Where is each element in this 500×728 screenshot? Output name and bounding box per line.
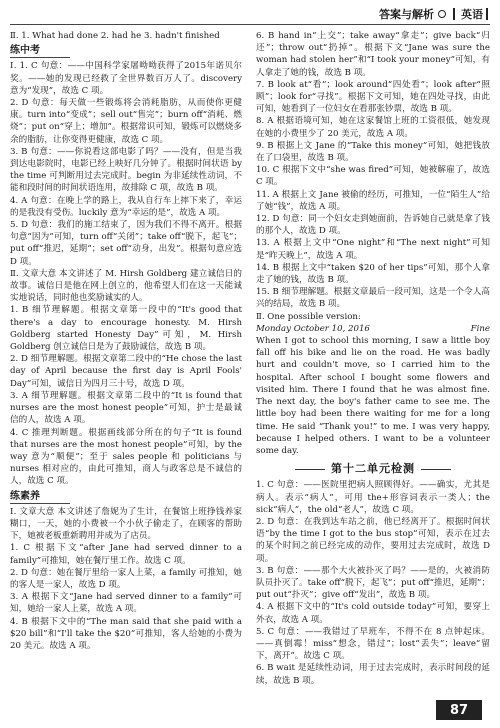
answer-paragraph: 6. B hand in“上交”；take away“拿走”；give back“归还”；throw out“扔掉”。根据下文“Jane was sure the woman had stolen her”和“I took your money”可知，有人拿走了她的钱，故选 B 项。 — [256, 31, 490, 78]
answer-paragraph: When I got to school this morning, I saw a little boy fall off his bike and lie on the road. He was badly hurt and couldn't move, so I carried him to the hospital. After school I bought some flowers and visited him. There I found that he was almost fine. The next day, the boy's father came to see me. The little boy had been there waiting for me for a long time. He said “Thank you!” to me. I was very happy, because I helped others. I want to be a volunteer some day. — [256, 336, 490, 456]
answer-paragraph: 1. C 句意：——医院里把病人照顾得好。——确实，尤其是病人。表示“病人”，可用 the+形容词表示一类人；the sick“病人”，the old“老人”，故选 C 项。 — [256, 480, 490, 515]
answer-paragraph: 2. D 句意：她在餐厅里给一家人上菜，a family 可推知，她的客人是一家人，故选 D 项。 — [10, 567, 242, 590]
answer-paragraph: 14. B 根据上文中“taken $20 of her tips”可知，那个人拿走了她的钱，故选 B 项。 — [256, 262, 490, 286]
answer-paragraph: 11. A 根据上文 Jane 被偷的经历，可推知，一位“陌生人”给了她“钱”，故选 A 项。 — [256, 189, 490, 212]
answer-paragraph: 2. D 细节理解题。根据文章第二段中的“He chose the last day of April because the first day is April Fools' Day”可知，诚信日为四月三十号，故选 D 项。 — [10, 354, 242, 389]
header-right-label: 英语 — [461, 8, 483, 21]
divider-icon — [453, 8, 455, 20]
answer-paragraph: 2. D 句意：在我到达车站之前，他已经离开了。根据时间状语“by the time I got to the bus stop”可知，表示在过去的某个时间之前已经完成的动作，要用过去完成时，故选 D 项。 — [256, 516, 490, 564]
answer-paragraph: Ⅱ. 1. What had done 2. had he 3. hadn't finished — [10, 31, 220, 41]
answer-paragraph: 5. D 句意：我们的施工结束了，因为我们不得不离开。根据句意“因为”可知，turn off“关闭”；take off“脱下，起飞”；put off“推迟，延期”；set off“动身，出发”。根据句意应选 D 项。 — [10, 220, 242, 267]
diary-header — [256, 323, 490, 335]
answer-paragraph: 15. B 细节理解题。根据文章最后一段可知，这是一个令人高兴的结局，故选 B 项。 — [256, 287, 490, 310]
divider-icon — [486, 8, 488, 20]
answer-paragraph: 8. A 根据语境可知，她在这家餐馆上班的工资很低，她发现在她的小费里少了 20 美元，故选 A 项。 — [256, 116, 490, 139]
answer-paragraph: Ⅱ. One possible version: — [256, 311, 361, 322]
answer-paragraph: Ⅱ. 文章大意 本文讲述了 M. Hirsh Goldberg 建立诚信日的故事。诚信日是他在网上创立的，他希望人们在这一天能诚实地说话，同时他也奖励诚实的人。 — [10, 268, 242, 304]
answer-paragraph: 3. A 根据下文“Jane had served dinner to a family”可知，她给一家人上菜，故选 A 项。 — [10, 592, 242, 615]
circle-icon — [438, 10, 446, 18]
answer-paragraph: 9. B 根据上文 Jane 的“Take this money”可知，她把钱放在了口袋里，故选 B 项。 — [256, 140, 490, 164]
section-heading: 练素养 — [10, 491, 70, 504]
page-number: 87 — [436, 700, 482, 720]
answer-paragraph: 3. B 句意：——你说看这部电影了吗？——没有，但是当我到达电影院时，电影已经上映好几分钟了。根据时间状语 by the time 可判断用过去完成时。begin 为非延续性动词，不能和段时间的时间状语连用，故排除 C 项，故选 B 项。 — [10, 146, 242, 194]
diary-weather: Fine — [470, 323, 490, 334]
page-header — [379, 4, 488, 24]
answer-paragraph: 12. D 句意：同一个妇女走到她面前，告诉她自己就是拿了钱的那个人，故选 D 项。 — [256, 214, 490, 237]
answer-paragraph: 4. B 根据下文中的“The man said that she paid with a $20 bill”和“I'll take the $20”可推知，客人给她的小费为 20 美元。故选 A 项。 — [10, 616, 242, 651]
answer-paragraph: 13. A 根据上文中“One night”和“The next night”可知是“昨天晚上”，故选 A 项。 — [256, 238, 490, 261]
diary-date: Monday October 10, 2016 — [256, 323, 370, 334]
answer-paragraph: 2. D 句意：每天做一些锻炼将会消耗脂肪，从而使你更健康。turn into“变成”；sell out“售完”；burn off“消耗、燃烧”；put on“穿上；增加”。根据常识可知，锻炼可以燃烧多余的脂肪，让你变得更健康，故选 C 项。 — [10, 98, 242, 145]
answer-paragraph: 4. C 推理判断题。根据画线部分所在的句子“It is found that nurses are the most honest people”可知，by the way 意为“顺便”；至于 sales people 和 politicians 与 nurses 相对应的，由此可推知，商人与政客总是不诚信的人，故选 C 项。 — [10, 427, 242, 487]
answer-paragraph: 1. B 细节理解题。根据文章第一段中的“It's good that there's a day to encourage honesty. M. Hirsh Goldberg started Honesty Day”可知，M. Hirsh Goldberg 创立诚信日是为了鼓励诚信，故选 B 项。 — [10, 305, 242, 353]
answer-paragraph: 3. B 句意：——那个大火被扑灭了吗？——是的，火被消防队员扑灭了。take off“脱下，起飞”；put off“推迟，延期”；put out“扑灭”；give off“发出”，故选 B 项。 — [256, 565, 490, 601]
header-left-label: 答案与解析 — [379, 8, 434, 21]
answer-paragraph: Ⅰ. 文章大意 本文讲述了詹妮为了生计，在餐馆上班挣钱养家糊口，一天，她的小费被一个小伙子偷走了，在顾客的帮助下，她被老板重新聘用并成为了店员。 — [10, 506, 242, 542]
header-rule — [10, 24, 490, 25]
answer-paragraph: 10. C 根据下文中“she was fired”可知，她被解雇了，故选 C 项。 — [256, 165, 490, 188]
answer-paragraph: 4. A 句意：在晚上学的路上，我从自行车上摔下来了，幸运的是我没有受伤。luckily 意为“幸运的是”，故选 A 项。 — [10, 195, 242, 218]
answer-paragraph: 1. C 根据下文“after Jane had served dinner to a family”可推知，她在餐厅里工作。故选 C 项。 — [10, 543, 242, 566]
answer-paragraph: Ⅰ. 1. C 句意：——中国科学家屠呦呦获得了2015年诺贝尔奖。——她的发现已经救了全世界数百万人了。discovery 意为“发现”，故选 C 项。 — [10, 61, 242, 96]
answer-paragraph: 4. A 根据下文中的“It's cold outside today”可知，要穿上外衣，故选 A 项。 — [256, 602, 490, 625]
answer-paragraph: 5. C 句意：——我错过了早班车，不得不在 8 点钟起床。——真倒霉！miss“想念，错过”；lost“丢失”；leave“留下，离开”。故选 C 项。 — [256, 626, 490, 662]
unit-title: 第十二单元检测 — [256, 463, 490, 475]
section-heading: 练中考 — [10, 45, 70, 58]
right-column — [256, 30, 490, 687]
left-column — [10, 30, 242, 652]
answer-paragraph: 3. A 细节理解题。根据文章第二段中的“It is found that nurses are the most honest people”可知，护士是最诚信的人，故选 A 项。 — [10, 390, 242, 426]
answer-paragraph: 7. B look at“看”；look around“四处看”；look after“照顾”；look for“寻找”。根据下文可知，她在四处寻找，由此可知，她看到了一位妇女在看那张钞票，故选 B 项。 — [256, 79, 490, 115]
answer-paragraph: 6. B wait 是延续性动词，用于过去完成时，表示时间段的延续，故选 B 项。 — [256, 663, 490, 686]
